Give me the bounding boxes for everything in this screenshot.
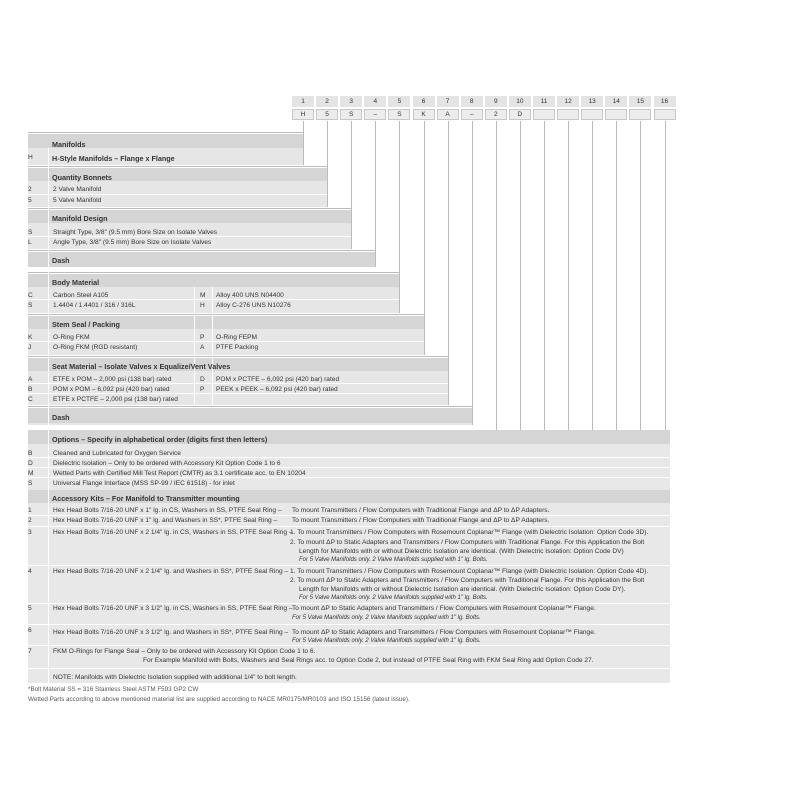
option-text: O-Ring FKM (RGD resistant) <box>53 344 138 351</box>
row-divider <box>28 515 670 516</box>
code: 5 <box>28 605 32 612</box>
code: 2 <box>28 517 32 524</box>
row-divider <box>28 526 670 527</box>
code-value-cell: D <box>509 109 531 120</box>
option-text: Universal Flange Interface (MSS SP-99 / IEC 61518) - for inlet <box>53 480 235 487</box>
code: K <box>28 334 33 341</box>
code: P <box>200 334 205 341</box>
code: L <box>28 239 32 246</box>
column-guide-line <box>375 121 376 267</box>
column-guide-line <box>351 121 352 249</box>
code: D <box>200 376 205 383</box>
section-title-body: Body Material <box>52 278 100 287</box>
option-text: 1.4404 / 1.4401 / 316 / 316L <box>53 302 136 309</box>
table-shade <box>28 252 375 267</box>
code-value-cell: 5 <box>316 109 338 120</box>
position-number: 6 <box>413 96 435 107</box>
code-value-cell <box>654 109 676 120</box>
row-divider <box>28 477 670 478</box>
section-connector-line <box>28 406 473 407</box>
option-text: Alloy C-276 UNS N10276 <box>216 302 291 309</box>
column-guide-line <box>303 121 304 165</box>
row-divider <box>28 645 670 646</box>
kit-desc: 2. To mount ΔP to Static Adapters and Transmitters / Flow Computers with Traditional Flange. For this Application the Bolt <box>290 539 645 546</box>
option-text: Cleaned and Lubricated for Oxygen Service <box>53 450 181 457</box>
position-number: 9 <box>485 96 507 107</box>
option-text: Straight Type, 3/8" (9.5 mm) Bore Size on Isolate Valves <box>53 229 218 236</box>
row-divider <box>28 194 327 195</box>
code-value-cell: S <box>388 109 410 120</box>
column-guide-line <box>496 121 497 430</box>
code: C <box>28 396 33 403</box>
kit-text: Hex Head Bolts 7/16-20 UNF x 2 1/4" lg. and Washers in SS*, PTFE Seal Ring – <box>53 568 289 575</box>
section-title-kits: Accessory Kits – For Manifold to Transmitter mounting <box>52 494 240 503</box>
position-number: 15 <box>629 96 651 107</box>
second-code-divider <box>212 287 213 405</box>
option-text: POM x PCTFE – 6,092 psi (420 bar) rated <box>216 376 340 383</box>
code: 2 <box>28 186 32 193</box>
section-connector-line <box>28 314 425 315</box>
option-text: PTFE Packing <box>216 344 259 351</box>
row-divider <box>28 668 670 669</box>
column-guide-line <box>448 121 449 405</box>
row-divider <box>28 467 670 468</box>
section-connector-line <box>28 250 376 251</box>
code: S <box>28 480 33 487</box>
section-title-design: Manifold Design <box>52 214 108 223</box>
column-guide-line <box>424 121 425 355</box>
position-number: 8 <box>461 96 483 107</box>
kit-note: For 5 Valve Manifolds only. 2 Valve Manifolds supplied with 1" lg. Bolts. <box>299 595 488 601</box>
position-number: 10 <box>509 96 531 107</box>
position-number: 14 <box>605 96 627 107</box>
footnote-bolt: *Bolt Material SS = 316 Stainless Steel ASTM F593 GP2 CW <box>28 686 199 693</box>
position-number: 2 <box>316 96 338 107</box>
code: B <box>28 450 33 457</box>
row-divider <box>28 603 670 604</box>
second-column-divider <box>194 287 195 405</box>
code-value-cell: H <box>292 109 314 120</box>
code: S <box>28 302 33 309</box>
code-value-cell: A <box>437 109 459 120</box>
position-number: 13 <box>581 96 603 107</box>
code: A <box>200 344 205 351</box>
code: D <box>28 460 33 467</box>
code-h: H <box>28 154 33 161</box>
row-divider <box>28 341 424 342</box>
option-text: PEEK x PEEK – 6,092 psi (420 bar) rated <box>216 386 338 393</box>
position-number: 11 <box>533 96 555 107</box>
section-title-seat: Seat Material – Isolate Valves x Equalize/Vent Valves <box>52 362 231 371</box>
kit-desc: To mount ΔP to Static Adapters and Transmitters / Flow Computers with Rosemount Coplanar™ Flange. <box>292 605 596 612</box>
footnote-nace: Wetted Parts according to above mentioned material list are supplied according to NACE MR0175/MR0103 and ISO 15156 (latest issue). <box>28 696 410 703</box>
code-value-cell: – <box>461 109 483 120</box>
code: 6 <box>28 627 32 634</box>
code: H <box>200 302 205 309</box>
option-text: POM x POM – 6,092 psi (420 bar) rated <box>53 386 170 393</box>
kit-text: Hex Head Bolts 7/16-20 UNF x 2 1/4" lg. in CS, Washers in SS, PTFE Seal Ring – <box>53 529 293 536</box>
code-value-cell <box>533 109 555 120</box>
kit-note: For 5 Valve Manifolds only. 2 Valve Manifolds supplied with 1" lg. Bolts. <box>292 638 481 644</box>
kit-text: Hex Head Bolts 7/16-20 UNF x 3 1/2" lg. and Washers in SS*, PTFE Seal Ring – <box>53 629 289 636</box>
section-title-manifolds: Manifolds <box>52 140 86 149</box>
code-value-cell <box>605 109 627 120</box>
section-connector-line <box>28 356 449 357</box>
code: M <box>28 470 34 477</box>
code: 7 <box>28 648 32 655</box>
code-value-cell: – <box>364 109 386 120</box>
code: 4 <box>28 568 32 575</box>
code-value-cell <box>581 109 603 120</box>
column-guide-line <box>399 121 400 313</box>
section-connector-line <box>28 166 328 167</box>
row-divider <box>28 383 448 384</box>
table-shade <box>28 408 472 423</box>
position-number: 5 <box>388 96 410 107</box>
kit-desc: Length for Manifolds with or without Dielectric Isolation are identical. (With Dielectric Isolation: Option Code DY). <box>299 586 626 593</box>
kit-text: Hex Head Bolts 7/16-20 UNF x 1" lg. in CS, Washers in SS, PTFE Seal Ring – <box>53 507 282 514</box>
kit-note: NOTE: Manifolds with Dielectric Isolation supplied with additional 1/4" to bolt length. <box>53 674 297 681</box>
section-title-dash: Dash <box>52 256 70 265</box>
code-value-cell: 2 <box>485 109 507 120</box>
code: 5 <box>28 197 32 204</box>
kit-text: Hex Head Bolts 7/16-20 UNF x 3 1/2" lg. in CS, Washers in SS, PTFE Seal Ring – <box>53 605 293 612</box>
code-value-cell <box>629 109 651 120</box>
option-text: ETFE x POM – 2,000 psi (138 bar) rated <box>53 376 172 383</box>
position-number: 16 <box>654 96 676 107</box>
code-value-cell: S <box>340 109 362 120</box>
kit-desc: 1. To mount Transmitters / Flow Computers with Rosemount Coplanar™ Flange (with Dielectric Isolation: Option Code 4D). <box>290 568 649 575</box>
kit-note: For 5 Valve Manifolds only. 2 Valve Manifolds supplied with 1" lg. Bolts. <box>292 615 481 621</box>
kit-desc: Length for Manifolds with or without Dielectric Isolation are identical. (With Dielectric Isolation: Option Code DV) <box>299 548 624 555</box>
option-text: 2 Valve Manifold <box>53 186 102 193</box>
column-guide-line <box>327 121 328 207</box>
option-text: O-Ring FKM <box>53 334 90 341</box>
option-text: Dielectric Isolation – Only to be ordered with Accessory Kit Option Code 1 to 6 <box>53 460 281 467</box>
column-guide-line <box>592 121 593 430</box>
row-divider <box>28 624 670 625</box>
section-title-options: Options – Specify in alphabetical order (digits first then letters) <box>52 435 268 444</box>
row-divider <box>28 457 670 458</box>
column-guide-line <box>616 121 617 430</box>
section-title-bonnets: Quantity Bonnets <box>52 173 112 182</box>
kit-desc: 2. To mount ΔP to Static Adapters and Transmitters / Flow Computers with Traditional Flange. For this Application the Bolt <box>290 577 645 584</box>
code: 1 <box>28 507 32 514</box>
code: J <box>28 344 32 351</box>
section-connector-line <box>28 208 352 209</box>
column-guide-line <box>472 121 473 425</box>
position-number: 12 <box>557 96 579 107</box>
row-divider <box>28 236 351 237</box>
code-value-cell <box>557 109 579 120</box>
code: M <box>200 292 206 299</box>
code: B <box>28 386 33 393</box>
code: P <box>200 386 205 393</box>
section-title-dash-2: Dash <box>52 413 70 422</box>
row-divider <box>28 299 399 300</box>
section-connector-line <box>28 272 400 273</box>
code: C <box>28 292 33 299</box>
column-guide-line <box>665 121 666 430</box>
kit-desc: 1. To mount Transmitters / Flow Computers with Rosemount Coplanar™ Flange (with Dielectric Isolation: Option Code 3D). <box>290 529 649 536</box>
column-guide-line <box>544 121 545 430</box>
position-number: 7 <box>437 96 459 107</box>
position-number: 4 <box>364 96 386 107</box>
section-title-stem: Stem Seal / Packing <box>52 320 120 329</box>
option-text: Carbon Steel A105 <box>53 292 109 299</box>
row-divider <box>28 565 670 566</box>
kit-desc: For Example Manifold with Bolts, Washers and Seal Rings acc. to Option Code 2, but instead of PTFE Seal Ring with FKM Seal Ring add Option Code 27. <box>143 657 594 664</box>
column-guide-line <box>568 121 569 430</box>
position-number: 1 <box>292 96 314 107</box>
option-text: 5 Valve Manifold <box>53 197 102 204</box>
code: A <box>28 376 33 383</box>
kit-desc: To mount Transmitters / Flow Computers with Traditional Flange and ΔP to ΔP Adapters. <box>292 507 550 514</box>
position-number: 3 <box>340 96 362 107</box>
kit-text: FKM O-Rings for Flange Seal – Only to be ordered with Accessory Kit Option Code 1 to 6. <box>53 648 316 655</box>
manifold-type: H-Style Manifolds – Flange x Flange <box>52 154 175 163</box>
option-text: Wetted Parts with Certified Mill Test Report (CMTR) as 3.1 certificate acc. to EN 10204 <box>53 470 306 477</box>
code-value-cell: K <box>413 109 435 120</box>
option-text: Angle Type, 3/8" (9.5 mm) Bore Size on Isolate Valves <box>53 239 212 246</box>
option-text: ETFE x PCTFE – 2,000 psi (138 bar) rated <box>53 396 178 403</box>
kit-desc: To mount Transmitters / Flow Computers with Traditional Flange and ΔP to ΔP Adapters. <box>292 517 550 524</box>
column-guide-line <box>640 121 641 430</box>
column-guide-line <box>520 121 521 430</box>
code: S <box>28 229 33 236</box>
row-divider <box>28 393 448 394</box>
kit-note: For 5 Valve Manifolds only. 2 Valve Manifolds supplied with 1" lg. Bolts. <box>299 557 488 563</box>
section-connector-line <box>28 132 304 133</box>
kit-text: Hex Head Bolts 7/16-20 UNF x 1" lg. and Washers in SS*, PTFE Seal Ring – <box>53 517 278 524</box>
option-text: Alloy 400 UNS N04400 <box>216 292 284 299</box>
option-text: O-Ring FEPM <box>216 334 258 341</box>
code: 3 <box>28 529 32 536</box>
kit-desc: To mount ΔP to Static Adapters and Transmitters / Flow Computers with Rosemount Coplanar™ Flange. <box>292 629 596 636</box>
